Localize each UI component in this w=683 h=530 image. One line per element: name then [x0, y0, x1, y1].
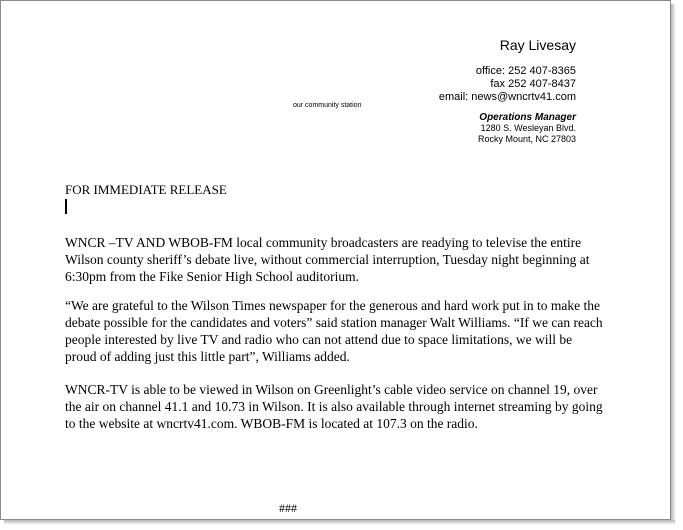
- fax-number: fax 252 407-8437: [490, 78, 576, 90]
- release-heading: FOR IMMEDIATE RELEASE: [65, 182, 227, 197]
- street-address: 1280 S. Wesleyan Blvd.: [480, 123, 576, 133]
- city-state-zip: Rocky Mount, NC 27803: [477, 134, 576, 144]
- text-cursor: [65, 199, 67, 214]
- email-address: email: news@wncrtv41.com: [438, 91, 576, 103]
- page-shadow-right: [671, 4, 676, 524]
- address-block: [478, 112, 576, 145]
- body-paragraph-1: WNCR –TV AND WBOB-FM local community broadcasters are readying to televise the entire Wilson county sheriff’s debate live, without commercial interruption, Tuesday night beginning at 6:30pm from the Fike Senior High School auditorium.: [65, 235, 590, 284]
- end-mark: ###: [279, 501, 297, 515]
- body-paragraph-2: “We are grateful to the Wilson Times newspaper for the generous and hard work put in to make the debate possible for the candidates and voters” said station manager Walt Williams. “If we can reach people interested by live TV and radio who can not attend due to space limitations, we will be proud of adding just this little part”, Williams added.: [65, 298, 603, 364]
- station-tagline: our community station: [293, 102, 362, 109]
- contact-block: [439, 65, 576, 104]
- body-paragraph-3: WNCR-TV is able to be viewed in Wilson on Greenlight’s cable video service on channel 19, over the air on channel 41.1 and 10.73 in Wilson. It is also available through internet streaming by going to the website at wncrtv41.com. WBOB-FM is located at 107.3 on the radio.: [65, 382, 603, 431]
- office-phone: office: 252 407-8365: [475, 65, 576, 77]
- contact-name: Ray Livesay: [499, 37, 576, 53]
- page-shadow-bottom: [4, 520, 675, 525]
- job-title: Operations Manager: [479, 112, 576, 123]
